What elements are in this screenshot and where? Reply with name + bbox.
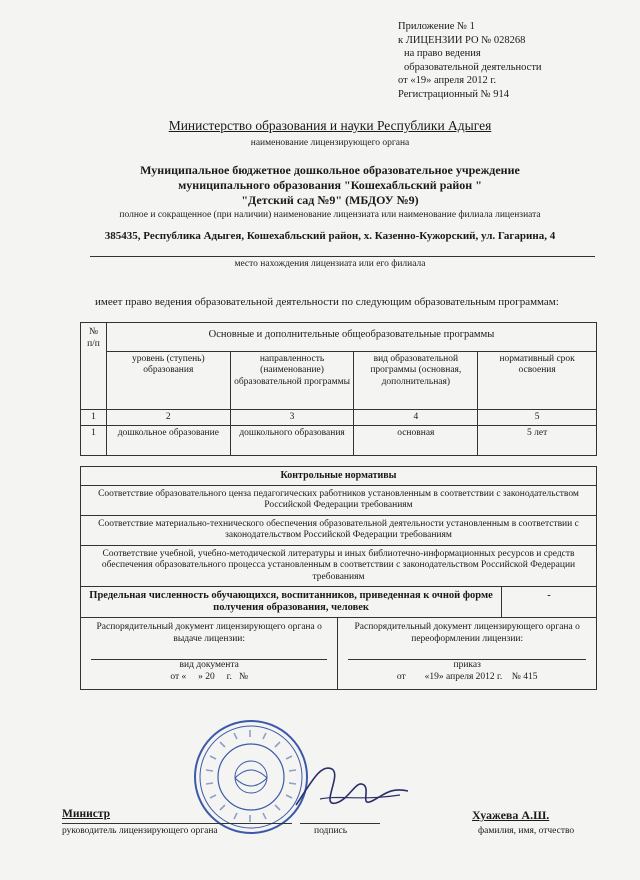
table-row bbox=[81, 426, 597, 456]
numbering-cell: 5 bbox=[478, 409, 597, 426]
signer-position-caption: руководитель лицензирующего органа bbox=[62, 826, 218, 836]
licensee-caption: полное и сокращенное (при наличии) наименование лицензиата или наименование филиала лицензиата bbox=[119, 210, 541, 220]
signer-position: Министр bbox=[62, 808, 111, 820]
numbering-cell: 3 bbox=[230, 409, 354, 426]
reissue-document-date: от «19» апреля 2012 г. № 415 bbox=[396, 671, 538, 682]
rights-text: имеет право ведения образовательной деятельности по следующим образовательным программам: bbox=[95, 296, 559, 308]
ministry-name: Министерство образования и науки Республики Адыгея bbox=[168, 118, 492, 133]
control-norms-table bbox=[80, 466, 597, 690]
signature-rule bbox=[300, 823, 380, 824]
appendix-line: от «19» апреля 2012 г. bbox=[398, 75, 497, 86]
issue-document-title: Распорядительный документ лицензирующего органа о выдаче лицензии: bbox=[96, 622, 322, 644]
appendix-line: Регистрационный № 914 bbox=[398, 88, 509, 100]
signer-name: Хуажева А.Ш. bbox=[472, 808, 550, 822]
licensee-name bbox=[60, 163, 600, 208]
row-level: дошкольное образование bbox=[106, 426, 230, 456]
norm-item: Соответствие учебной, учебно-методической литературы и иных библиотечно-информационных ресурсов и средств обеспечения образовательного процесса установленным в соответствии с законодательством Российской Федерации требованиям bbox=[81, 545, 597, 587]
appendix-line: к ЛИЦЕНЗИИ РО № 028268 bbox=[398, 34, 526, 46]
row-kind: основная bbox=[354, 426, 478, 456]
row-term: 5 лет bbox=[478, 426, 597, 456]
header-direction: направленность (наименование) образовательной программы bbox=[230, 351, 354, 409]
numbering-cell: 4 bbox=[354, 409, 478, 426]
licensee-line: Муниципальное бюджетное дошкольное образовательное учреждение bbox=[140, 163, 520, 177]
issue-document-caption: вид документа bbox=[179, 660, 239, 670]
issue-document-cell bbox=[81, 618, 338, 690]
licensee-line: муниципального образования "Кошехабльский район " bbox=[178, 178, 482, 192]
licensee-address: 385435, Республика Адыгея, Кошехабльский район, х. Казенно-Кужорский, ул. Гагарина, 4 bbox=[104, 230, 556, 242]
reissue-document-cell bbox=[338, 618, 597, 690]
reissue-document-title: Распорядительный документ лицензирующего органа о переоформлении лицензии: bbox=[354, 622, 580, 644]
issue-document-date: от « » 20 г. № bbox=[170, 671, 249, 682]
numbering-cell: 1 bbox=[81, 409, 107, 426]
header-kind: вид образовательной программы (основная, дополнительная) bbox=[354, 351, 478, 409]
ministry-caption: наименование лицензирующего органа bbox=[250, 138, 410, 148]
signer-name-caption: фамилия, имя, отчество bbox=[478, 826, 575, 836]
header-term: нормативный срок освоения bbox=[478, 351, 597, 409]
address-caption: место нахождения лицензиата или его филиала bbox=[234, 259, 426, 269]
signature-caption: подпись bbox=[314, 826, 348, 836]
programs-table bbox=[80, 322, 597, 456]
row-number: 1 bbox=[81, 426, 107, 456]
appendix-line: Приложение № 1 bbox=[398, 21, 475, 32]
appendix-line: на право ведения bbox=[404, 48, 481, 59]
group-header: Основные и дополнительные общеобразовательные программы bbox=[106, 323, 596, 352]
col-number-header: № п/п bbox=[81, 323, 107, 410]
norm-item: Соответствие образовательного ценза педагогических работников установленным в соответствии с законодательством Российской Федерации требованиям bbox=[81, 485, 597, 515]
address-rule bbox=[90, 256, 595, 257]
norm-item: Соответствие материально-технического обеспечения образовательной деятельности установленным в соответствии с законодательством Российской Федерации требованиям bbox=[81, 515, 597, 545]
norms-header: Контрольные нормативы bbox=[81, 467, 597, 486]
row-direction: дошкольного образования bbox=[230, 426, 354, 456]
signer-position-rule bbox=[62, 823, 292, 824]
appendix-line: образовательной деятельности bbox=[404, 61, 542, 73]
capacity-value: - bbox=[502, 587, 597, 618]
appendix-block bbox=[398, 20, 542, 101]
signature-icon bbox=[290, 755, 420, 825]
numbering-cell: 2 bbox=[106, 409, 230, 426]
capacity-label: Предельная численность обучающихся, воспитанников, приведенная к очной форме получения образования, человек bbox=[81, 587, 502, 618]
header-level: уровень (ступень) образования bbox=[106, 351, 230, 409]
reissue-document-caption: приказ bbox=[453, 660, 481, 670]
licensee-line: "Детский сад №9" (МБДОУ №9) bbox=[241, 193, 419, 207]
